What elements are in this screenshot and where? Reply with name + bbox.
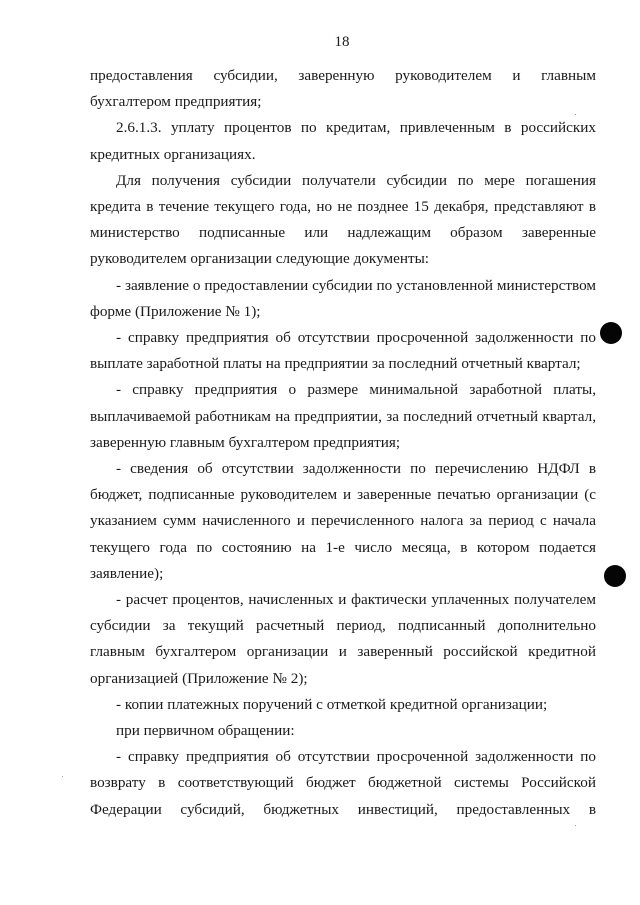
page-number: 18 [334, 34, 350, 50]
list-item-salary-debt-certificate: - справку предприятия об отсутствии просроченной задолженности по выплате заработной платы на предприятии за последний отчетный квартал; [90, 329, 596, 373]
scan-speck [62, 776, 63, 777]
scan-speck [575, 825, 576, 826]
paragraph-continuation: предоставления субсидии, заверенную руководителем и главным бухгалтером предприятия; [90, 67, 596, 111]
paragraph-procedure: Для получения субсидии получатели субсидии по мере погашения кредита в течение текущего года, но не позднее 15 декабря, представляют в министерство подписанные или надлежащим образом заверенные руководителем организации следующие документы: [90, 171, 596, 268]
list-item-application: - заявление о предоставлении субсидии по установленной министерством форме (Приложение № 1); [90, 276, 596, 320]
list-item-budget-debt-certificate: - справку предприятия об отсутствии просроченной задолженности по возврату в соответствующий бюджет бюджетной системы Российской Федерации субсидий, бюджетных инвестиций, предоставленных в [90, 748, 596, 818]
list-item-minimum-wage-certificate: - справку предприятия о размере минимальной заработной платы, выплачиваемой работникам на предприятии, за последний отчетный квартал, заверенную главным бухгалтером предприятия; [90, 381, 596, 451]
list-item-interest-calculation: - расчет процентов, начисленных и фактически уплаченных получателем субсидии за текущий расчетный период, подписанный дополнительно главным бухгалтером организации и заверенный российской кредитной организацией (Приложение № 2); [90, 591, 596, 687]
binder-hole-mark [604, 565, 626, 587]
list-item-payment-orders: - копии платежных поручений с отметкой кредитной организации; [116, 695, 548, 713]
list-item-tax-debt-info: - сведения об отсутствии задолженности по перечислению НДФЛ в бюджет, подписанные руководителем и заверенные печатью организации (с указанием сумм начисленного и перечисленного налога за период с начала текущего года по состоянию на 1-е число месяца, в котором подается заявление); [90, 460, 596, 582]
scan-speck [575, 114, 576, 115]
document-body [90, 63, 596, 823]
binder-hole-mark [600, 322, 622, 344]
paragraph-initial-application: при первичном обращении: [116, 722, 295, 740]
paragraph-item-2-6-1-3: 2.6.1.3. уплату процентов по кредитам, привлеченным в российских кредитных организациях. [90, 119, 596, 163]
